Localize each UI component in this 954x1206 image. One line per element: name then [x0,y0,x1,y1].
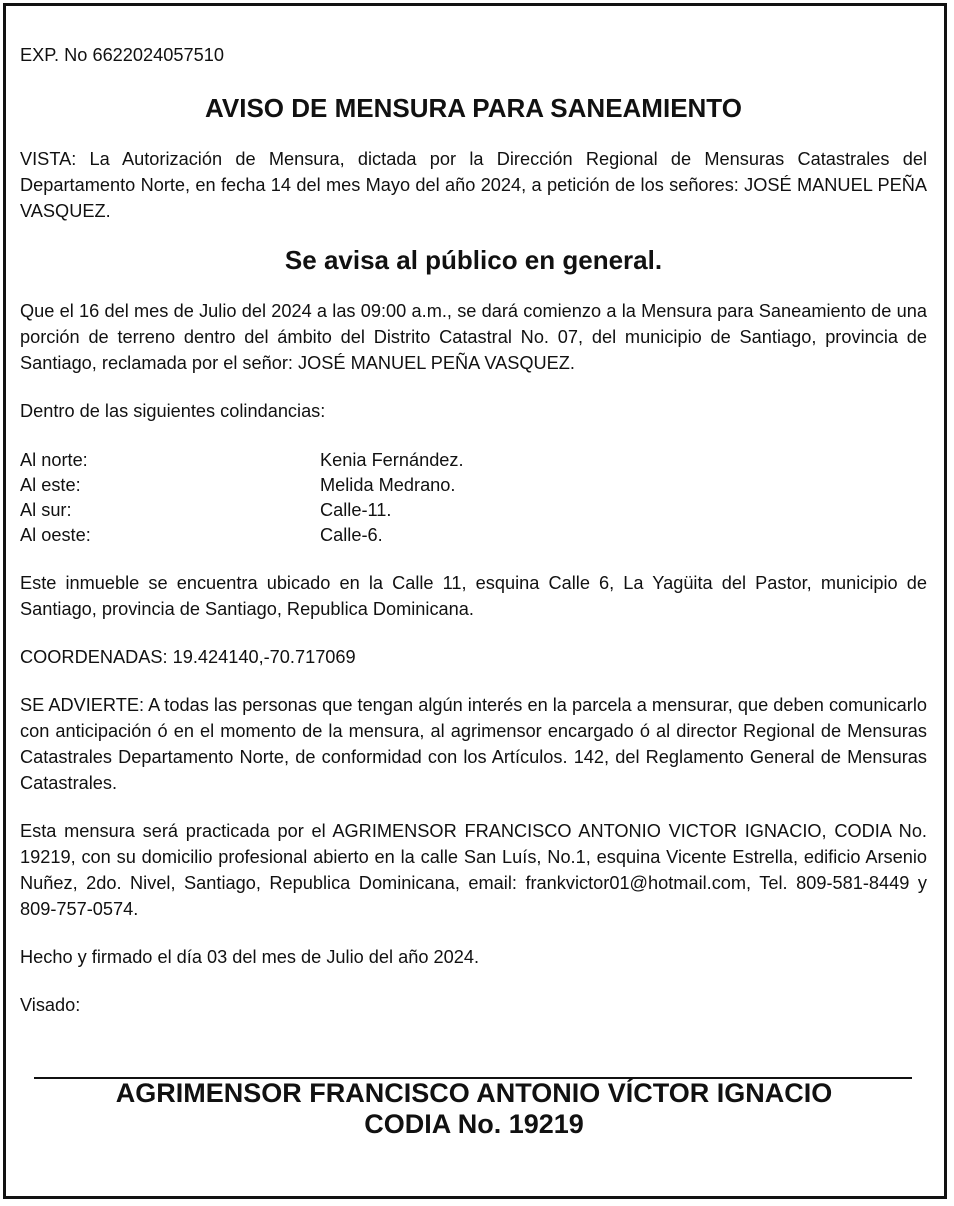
surveyor-info-paragraph: Esta mensura será practicada por el AGRIMENSOR FRANCISCO ANTONIO VICTOR IGNACIO, CODIA No. 19219, con su domicilio profesional abierto en la calle San Luís, No.1, esquina Vicente Estrella, edificio Arsenio Nuñez, 2do. Nivel, Santiago, Republica Dominicana, email: frankvictor01@hotmail.com, Tel. 809-581-8449 y 809-757-0574. [20,821,927,919]
colindancia-row [20,523,464,548]
announcement-paragraph: Que el 16 del mes de Julio del 2024 a las 09:00 a.m., se dará comienzo a la Mensura para Saneamiento de una porción de terreno dentro del ámbito del Distrito Catastral No. 07, del municipio de Santiago, provincia de Santiago, reclamada por el señor: JOSÉ MANUEL PEÑA VASQUEZ. [20,301,927,373]
colindancia-row [20,498,464,523]
colindancia-name: Calle-6. [320,525,383,545]
surveyor-name: AGRIMENSOR FRANCISCO ANTONIO VÍCTOR IGNACIO [115,1078,833,1108]
colindancias-table [20,448,464,548]
colindancia-direction: Al este: [20,475,81,495]
location-paragraph: Este inmueble se encuentra ubicado en la Calle 11, esquina Calle 6, La Yagüita del Pastor, municipio de Santiago, provincia de Santiago, Republica Dominicana. [20,573,927,619]
signed-date-line: Hecho y firmado el día 03 del mes de Julio del año 2024. [20,947,480,967]
colindancia-name: Calle-11. [320,500,392,520]
coordinates-line: COORDENADAS: 19.424140,-70.717069 [20,647,356,667]
notice-content [20,40,927,1018]
colindancia-row [20,473,464,498]
colindancia-row [20,448,464,473]
visado-label: Visado: [20,995,81,1015]
advertencia-paragraph: SE ADVIERTE: A todas las personas que tengan algún interés en la parcela a mensurar, que deben comunicarlo con anticipación ó en el momento de la mensura, al agrimensor encargado ó al director Regional de Mensuras Catastrales Departamento Norte, de conformidad con los Artículos. 142, del Reglamento General de Mensuras Catastrales. [20,695,927,793]
codia-number: CODIA No. 19219 [364,1109,584,1139]
public-notice-heading: Se avisa al público en general. [284,245,663,275]
vista-paragraph: VISTA: La Autorización de Mensura, dictada por la Dirección Regional de Mensuras Catastrales del Departamento Norte, en fecha 14 del mes Mayo del año 2024, a petición de los señores: JOSÉ MANUEL PEÑA VASQUEZ. [20,149,927,221]
colindancia-direction: Al sur: [20,500,72,520]
colindancia-direction: Al norte: [20,450,88,470]
notice-title: AVISO DE MENSURA PARA SANEAMIENTO [205,93,742,123]
colindancia-name: Kenia Fernández. [320,450,464,470]
colindancias-intro: Dentro de las siguientes colindancias: [20,401,326,421]
signature-block [0,1078,948,1140]
colindancia-direction: Al oeste: [20,525,91,545]
colindancia-name: Melida Medrano. [320,475,456,495]
expediente-number: EXP. No 6622024057510 [20,45,224,65]
